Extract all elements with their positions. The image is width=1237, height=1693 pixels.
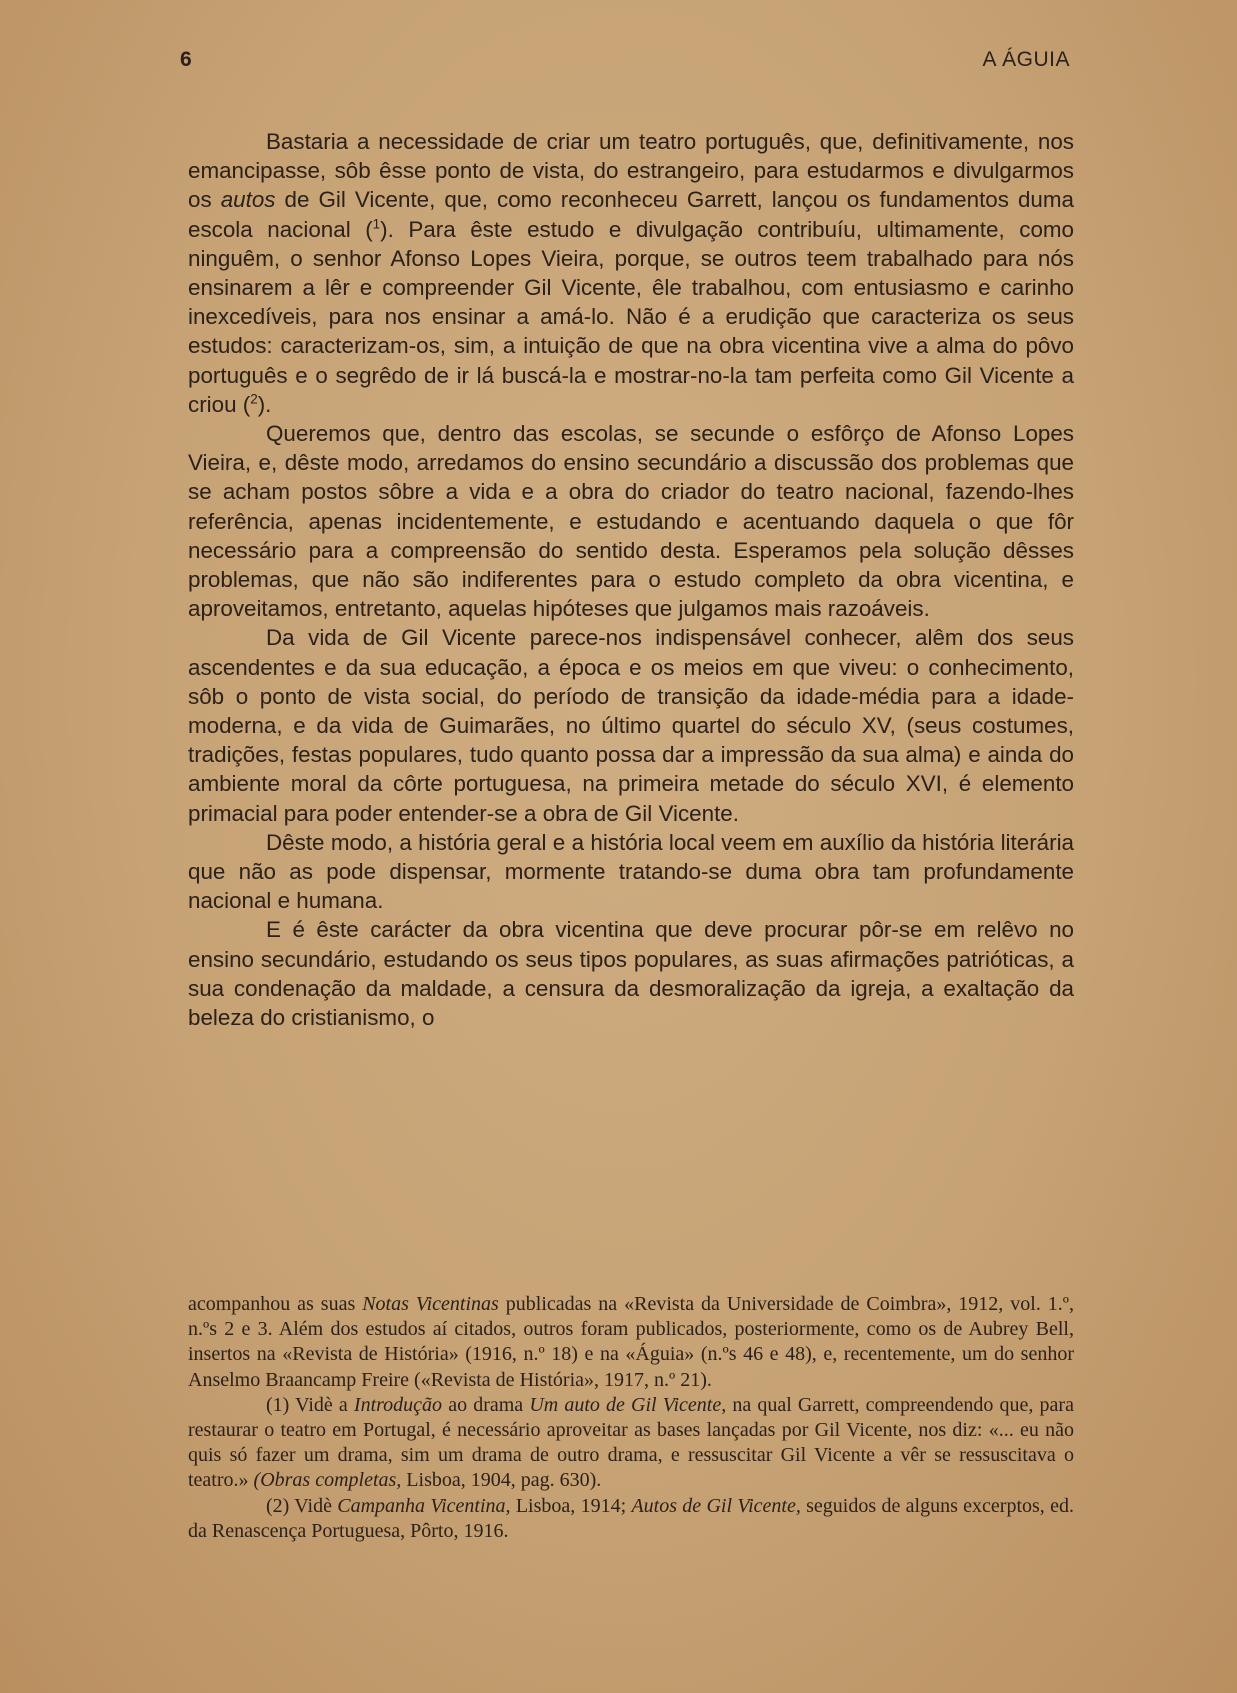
footnotes <box>188 1292 1074 1544</box>
footnote-1 <box>188 1393 1074 1494</box>
text-run: Vidè <box>289 1494 338 1517</box>
footnote-ref-2: 2 <box>250 391 258 407</box>
paragraph-1 <box>188 127 1074 419</box>
page-header <box>180 40 1070 80</box>
footnote-continuation <box>188 1292 1074 1393</box>
footnote-ref-1: 1 <box>372 216 381 232</box>
italic-text: autos <box>220 187 276 213</box>
italic-text: Um auto de Gil Vicente <box>529 1393 722 1416</box>
footnote-mark: (1) <box>266 1393 290 1416</box>
footnote-mark: (2) <box>266 1494 290 1517</box>
page-number: 6 <box>180 48 193 71</box>
text-run: Lisboa, 1904, pag. 630). <box>401 1469 602 1492</box>
text-run: Bastaria a necessidade de criar um teatro português, que, definitivamente, nos emancipasse, sôb êsse ponto de vista, do estrangeiro, para estudarmos e divulgarmos os <box>188 129 1074 213</box>
italic-text: Autos de Gil Vicente, <box>631 1494 801 1517</box>
italic-text: Notas Vicentinas <box>362 1293 499 1315</box>
text-run: ). Para êste estudo e divulgação contribuíu, ultimamente, como ninguêm, o senhor Afonso Lopes Vieira, porque, se outros teem trabalhado para nós ensinarem a lêr e compreender Gil Vicente, êle trabalhou, com entusiasmo e carinho inexcedíveis, para nos ensinar a amá-lo. Não é a erudição que caracteriza os seus estudos: caracterizam-os, sim, a intuição de que na obra vicentina vive a alma do pôvo português e o segrêdo de ir lá buscá-la e mostrar-no-la tam perfeita como Gil Vicente a criou ( <box>188 216 1074 417</box>
text-run: ao drama <box>442 1393 530 1416</box>
paragraph-5: E é êste carácter da obra vicentina que deve procurar pôr-se em relêvo no ensino secundário, estudando os seus tipos populares, as suas afirmações patrióticas, a sua condenação da maldade, a censura da desmoralização da igreja, a exaltação da beleza do cristianismo, o <box>188 917 1074 1031</box>
text-run: Vidè a <box>289 1393 354 1416</box>
running-title: A ÁGUIA <box>982 48 1070 71</box>
paragraph-4: Dêste modo, a história geral e a história local veem em auxílio da história literária que não as pode dispensar, mormente tratando-se duma obra tam profundamente nacional e humana. <box>188 829 1074 914</box>
text-run: acompanhou as suas <box>188 1293 363 1315</box>
italic-text: Introdução <box>353 1393 443 1416</box>
text-run: publicadas na «Revista da Universidade de Coimbra», 1912, vol. 1.º, n.ºs 2 e 3. Além dos estudos aí citados, outros foram publicados, posteriormente, como os de Aubrey Bell, insertos na «Revista de História» (1916, n.º 18) e na «Águia» (n.ºs 46 e 48), e, recentemente, um do senhor Anselmo Braancamp Freire («Revista de História», 1917, n.º 21). <box>188 1293 1075 1391</box>
italic-text: Campanha Vicentina, <box>337 1494 511 1517</box>
paragraph-3: Da vida de Gil Vicente parece-nos indispensável conhecer, alêm dos seus ascendentes e da sua educação, a época e os meios em que viveu: o conhecimento, sôb o ponto de vista social, do período de transição da idade-média para a idade-moderna, e da vida de Guimarães, no último quartel do século XV, (seus costumes, tradições, festas populares, tudo quanto possa dar a impressão da sua alma) e ainda do ambiente moral da côrte portuguesa, na primeira metade do século XVI, é elemento primacial para poder entender-se a obra de Gil Vicente. <box>188 625 1074 826</box>
paragraph-2: Queremos que, dentro das escolas, se secunde o esfôrço de Afonso Lopes Vieira, e, dêste modo, arredamos do ensino secundário a discussão dos problemas que se acham postos sôbre a vida e a obra do criador do teatro nacional, fazendo-lhes referência, apenas incidentemente, e estudando e acentuando daquela o que fôr necessário para a compreensão do sentido desta. Esperamos pela solução dêsses problemas, que não são indiferentes para o estudo completo da obra vicentina, e aproveitamos, entretanto, aquelas hipóteses que julgamos mais razoáveis. <box>188 421 1074 622</box>
text-run: Lisboa, 1914; <box>510 1494 632 1517</box>
footnote-2 <box>188 1494 1074 1544</box>
text-run: seguidos de alguns excerptos, ed. da Renascença Portuguesa, Pôrto, 1916. <box>188 1494 1074 1542</box>
text-run: , na qual Garrett, compreendendo que, para restaurar o teatro em Portugal, é necessário aproveitar as bases lançadas por Gil Vicente, nos diz: «... eu não quis só fazer um drama, sim um drama de outro drama, e ressuscitar Gil Vicente a vêr se ressuscitava o teatro.» <box>188 1393 1074 1492</box>
text-run: de Gil Vicente, que, como reconheceu Garrett, lançou os fundamentos duma escola nacional ( <box>188 187 1074 242</box>
text-run: ). <box>257 391 272 417</box>
italic-text: (Obras completas, <box>253 1469 402 1492</box>
main-text <box>188 127 1074 1032</box>
